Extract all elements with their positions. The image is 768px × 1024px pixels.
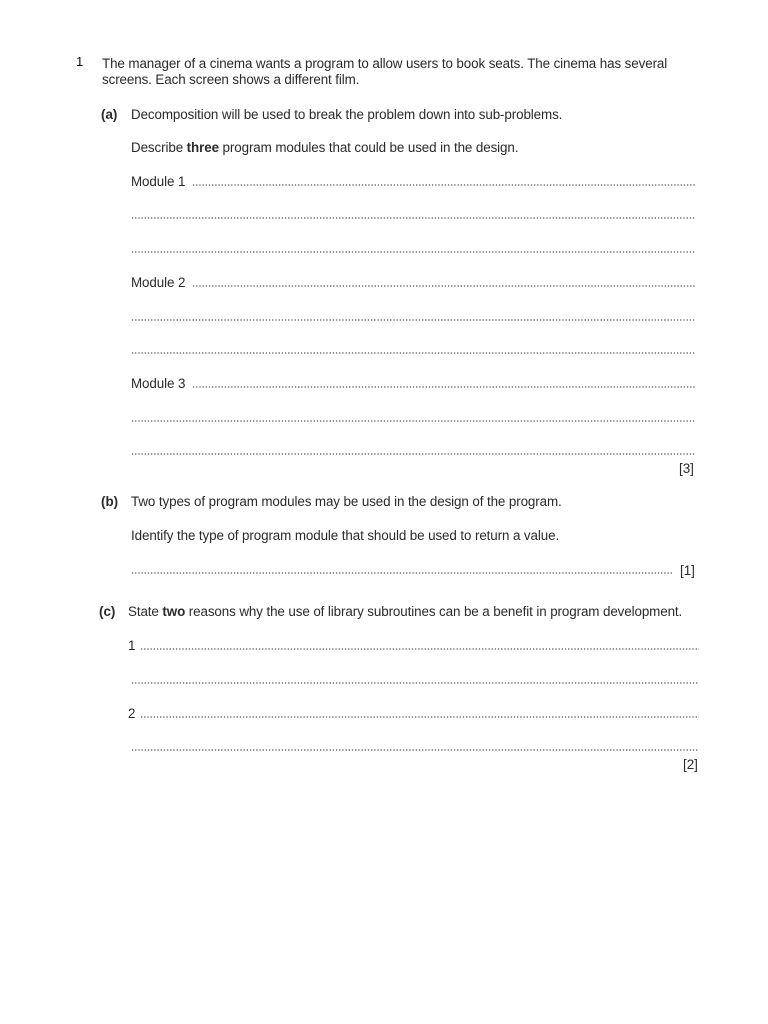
reason-2-answer-line-2[interactable] bbox=[131, 749, 699, 751]
module-3-answer-line-3[interactable] bbox=[131, 453, 696, 455]
part-b-instruction: Identify the type of program module that should be used to return a value. bbox=[131, 528, 560, 543]
module-1-answer-line-1[interactable] bbox=[192, 184, 696, 186]
reason-2-label: 2 bbox=[128, 706, 136, 721]
module-1-answer-line-2[interactable] bbox=[131, 217, 696, 219]
part-a-instruction-end: program modules that could be used in the design. bbox=[218, 140, 519, 155]
module-1-label: Module 1 bbox=[131, 174, 186, 189]
part-a-marks: [3] bbox=[679, 461, 694, 476]
part-a-instruction bbox=[131, 140, 518, 155]
module-2-answer-line-3[interactable] bbox=[131, 352, 696, 354]
part-a-text: Decomposition will be used to break the problem down into sub-problems. bbox=[131, 107, 563, 122]
part-c-marks: [2] bbox=[683, 757, 698, 772]
module-3-answer-line-1[interactable] bbox=[192, 386, 696, 388]
reason-1-label: 1 bbox=[128, 638, 136, 653]
module-2-answer-line-1[interactable] bbox=[192, 285, 696, 287]
question-number: 1 bbox=[76, 54, 84, 69]
reason-2-answer-line-1[interactable] bbox=[140, 716, 699, 718]
part-c-label: (c) bbox=[99, 604, 116, 619]
part-b-label: (b) bbox=[101, 494, 119, 509]
reason-1-answer-line-2[interactable] bbox=[131, 682, 699, 684]
part-c-text-emphasis: two bbox=[162, 604, 186, 619]
part-c-text-end: reasons why the use of library subroutines can be a benefit in program development. bbox=[185, 604, 683, 619]
part-a-instruction-start: Describe bbox=[131, 140, 187, 155]
part-a-label: (a) bbox=[101, 107, 118, 122]
part-c-text bbox=[128, 604, 682, 619]
module-3-label: Module 3 bbox=[131, 376, 186, 391]
module-1-answer-line-3[interactable] bbox=[131, 251, 696, 253]
module-2-answer-line-2[interactable] bbox=[131, 319, 696, 321]
part-a-instruction-emphasis: three bbox=[186, 140, 219, 155]
part-b-text: Two types of program modules may be used in the design of the program. bbox=[131, 494, 562, 509]
part-c-text-start: State bbox=[128, 604, 163, 619]
module-2-label: Module 2 bbox=[131, 275, 186, 290]
question-stem-line-1: The manager of a cinema wants a program to allow users to book seats. The cinema has several bbox=[102, 56, 668, 71]
reason-1-answer-line-1[interactable] bbox=[140, 648, 699, 650]
question-stem-line-2: screens. Each screen shows a different film. bbox=[102, 72, 360, 87]
part-b-answer-line[interactable] bbox=[131, 572, 672, 574]
part-b-marks: [1] bbox=[680, 563, 695, 578]
module-3-answer-line-2[interactable] bbox=[131, 420, 696, 422]
